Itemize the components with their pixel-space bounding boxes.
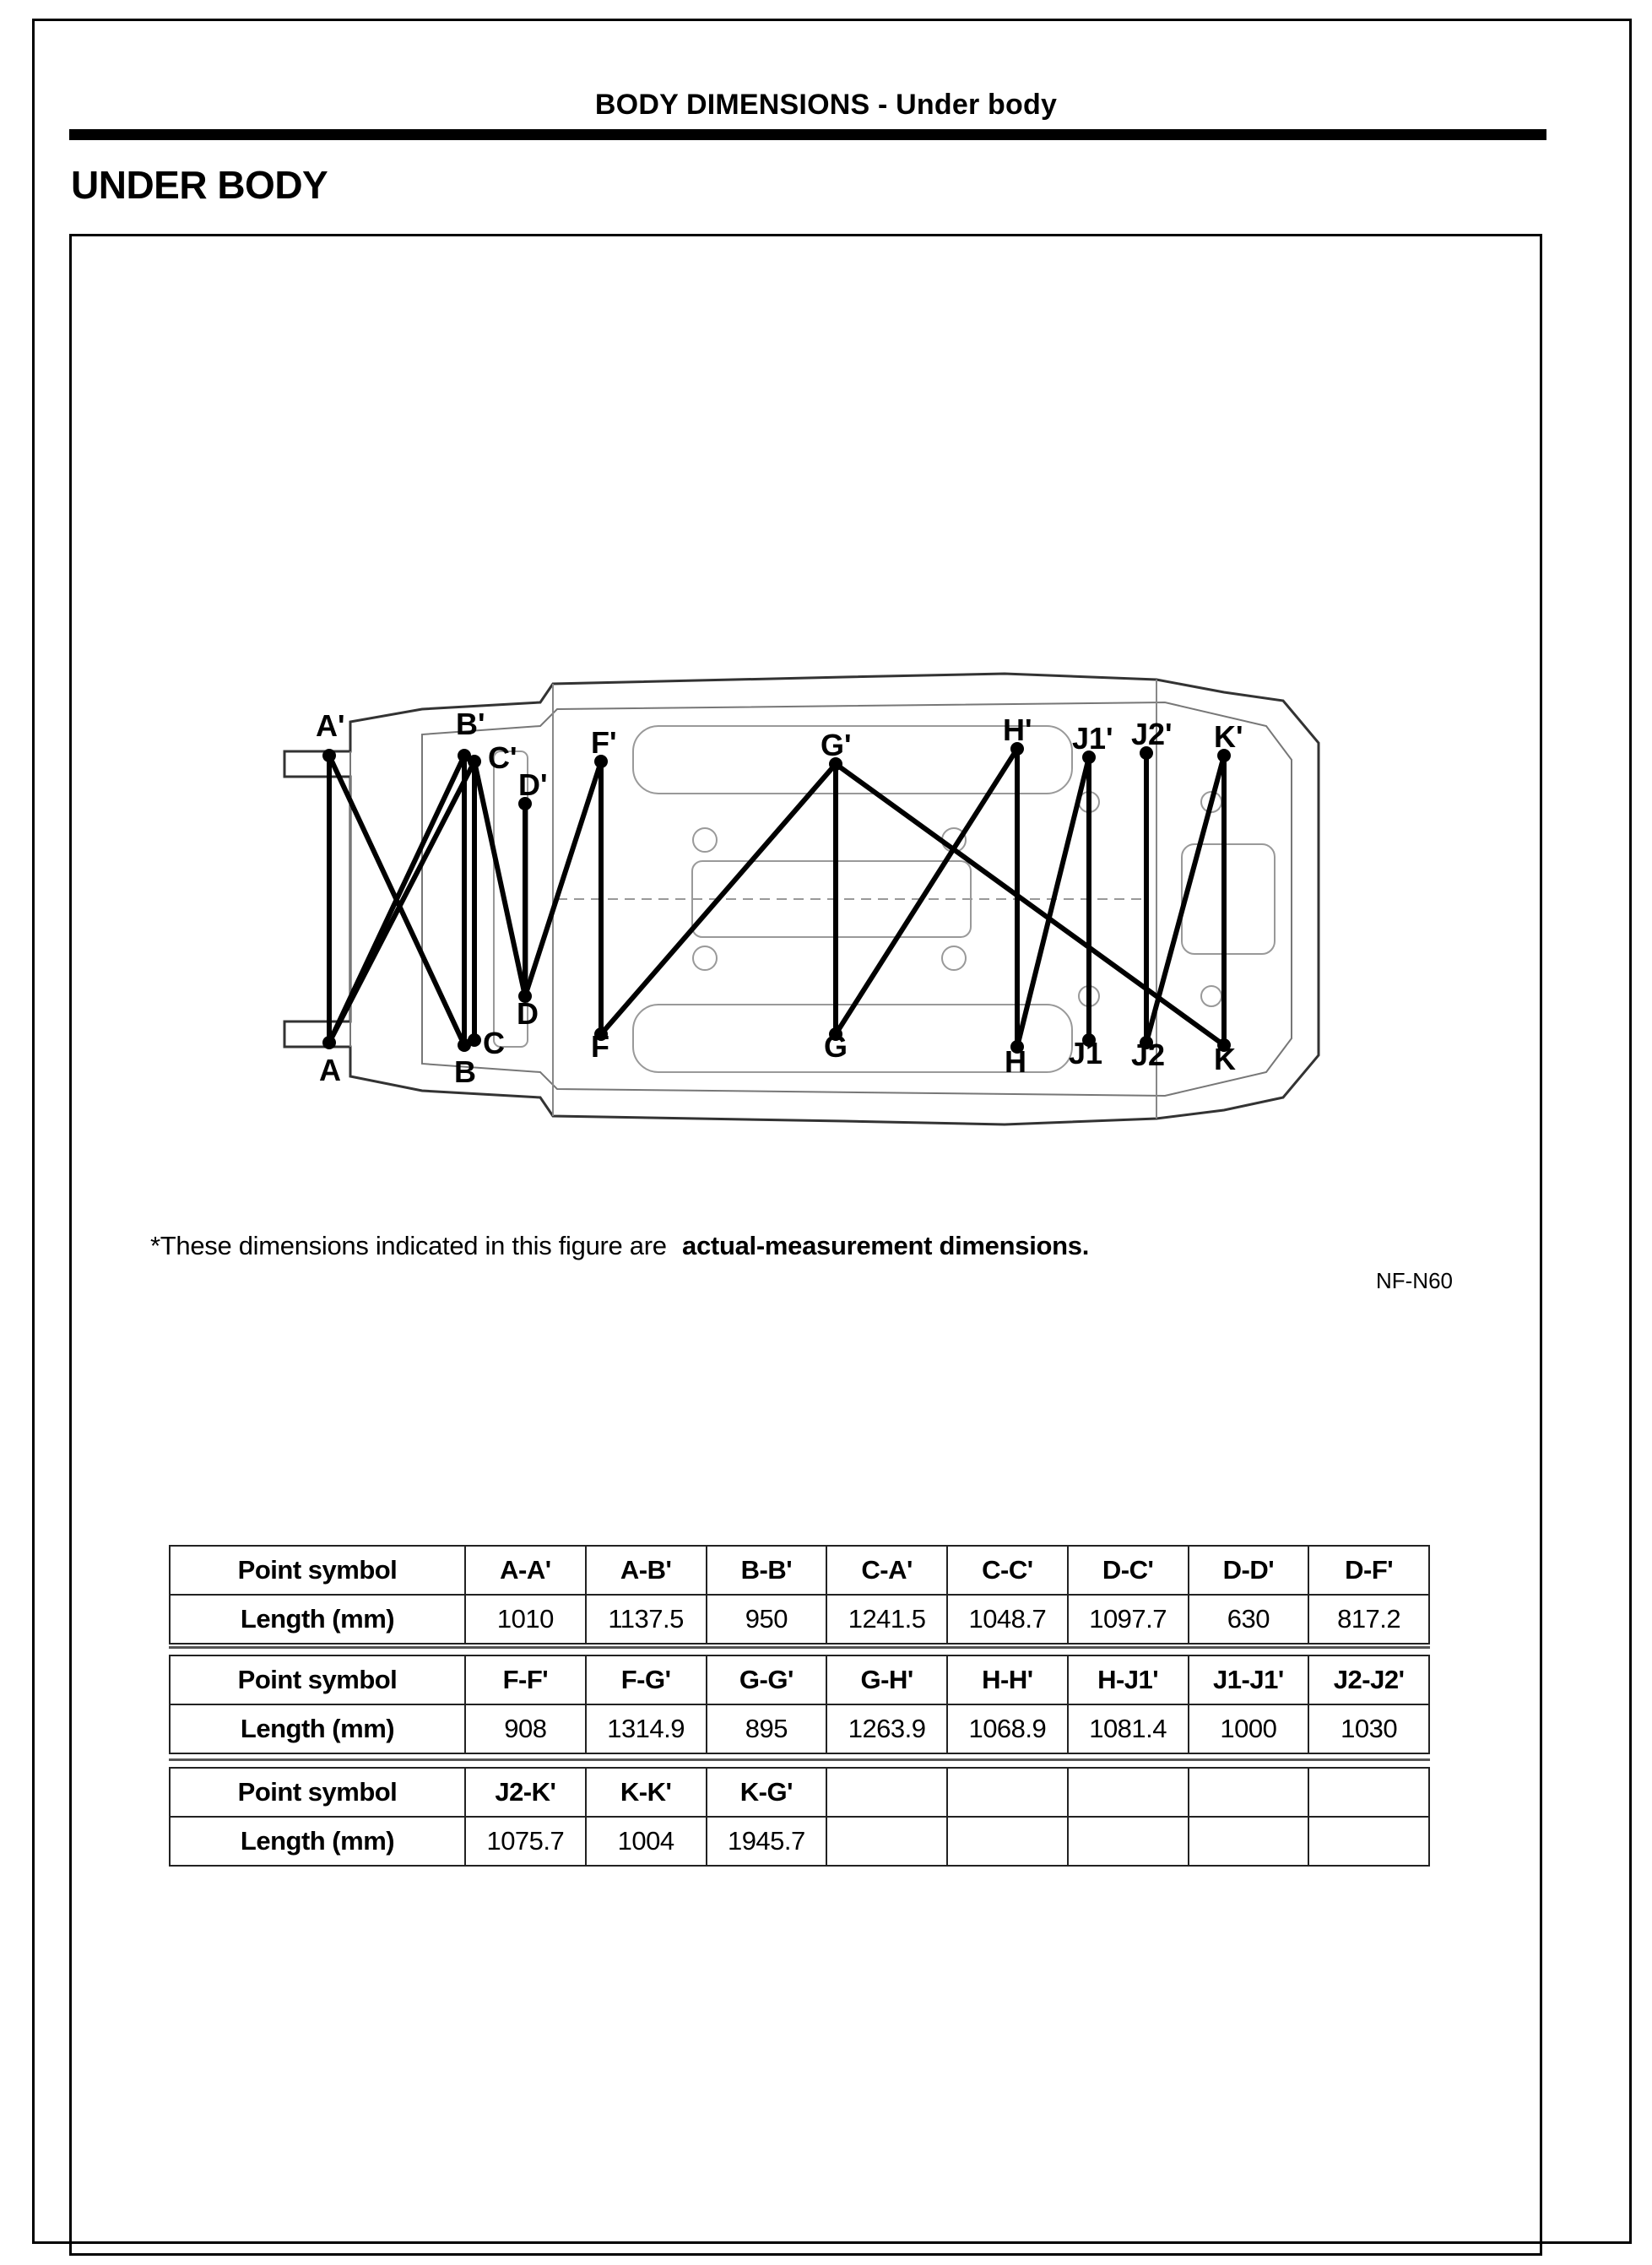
point-symbol-cell: A-B' (586, 1546, 707, 1595)
label-f: F (591, 1029, 609, 1064)
line-g-h (836, 749, 1017, 1034)
length-cell: 1137.5 (586, 1595, 707, 1644)
dimension-table-2 (169, 1655, 1430, 1754)
table-row (170, 1768, 1429, 1817)
point-symbol-cell: D-C' (1068, 1546, 1189, 1595)
table-row (170, 1546, 1429, 1595)
label-h: H (1005, 1044, 1026, 1079)
section-title: UNDER BODY (71, 163, 328, 207)
note-emphasis: actual-measurement dimensions. (682, 1231, 1090, 1260)
length-cell: 817.2 (1308, 1595, 1429, 1644)
length-cell (1068, 1817, 1189, 1866)
row-label: Point symbol (170, 1546, 465, 1595)
point-a-prime (322, 749, 336, 762)
line-d-c (474, 761, 525, 996)
length-cell: 1010 (465, 1595, 586, 1644)
point-symbol-cell: F-F' (465, 1655, 586, 1704)
label-c: C (483, 1026, 505, 1060)
label-j1-prime: J1' (1072, 721, 1113, 756)
label-c-prime: C' (488, 740, 517, 775)
point-symbol-cell (1189, 1768, 1309, 1817)
dimension-table-3 (169, 1767, 1430, 1867)
label-g: G (824, 1029, 848, 1064)
label-j2: J2 (1131, 1038, 1166, 1072)
table-row (170, 1817, 1429, 1866)
length-cell: 1000 (1189, 1704, 1309, 1753)
length-cell: 1314.9 (586, 1704, 707, 1753)
row-label: Length (mm) (170, 1817, 465, 1866)
header-rule (69, 129, 1546, 140)
point-symbol-cell: J2-J2' (1308, 1655, 1429, 1704)
point-symbol-cell: A-A' (465, 1546, 586, 1595)
point-a (322, 1036, 336, 1049)
length-cell (826, 1817, 947, 1866)
length-cell: 950 (707, 1595, 827, 1644)
point-symbol-cell (826, 1768, 947, 1817)
underbody-diagram (253, 650, 1368, 1148)
length-cell: 1075.7 (465, 1817, 586, 1866)
length-cell: 1945.7 (707, 1817, 827, 1866)
figure-code: NF-N60 (1375, 1268, 1453, 1293)
point-symbol-cell: G-G' (707, 1655, 827, 1704)
table-row (170, 1704, 1429, 1753)
label-k-prime: K' (1214, 719, 1243, 754)
point-symbol-cell (1308, 1768, 1429, 1817)
point-symbol-cell: D-F' (1308, 1546, 1429, 1595)
figure-note (150, 1231, 1089, 1261)
point-symbol-cell: G-H' (826, 1655, 947, 1704)
dimension-table-1 (169, 1545, 1430, 1645)
label-g-prime: G' (821, 728, 852, 762)
label-b-prime: B' (456, 707, 485, 741)
label-a: A (319, 1053, 341, 1087)
label-b: B (454, 1054, 476, 1089)
length-cell: 1081.4 (1068, 1704, 1189, 1753)
point-symbol-cell: F-G' (586, 1655, 707, 1704)
label-j1: J1 (1069, 1036, 1103, 1070)
label-d-prime: D' (518, 767, 548, 802)
length-cell: 1263.9 (826, 1704, 947, 1753)
point-symbol-cell: H-J1' (1068, 1655, 1189, 1704)
table-separator (169, 1646, 1430, 1649)
point-symbol-cell: K-G' (707, 1768, 827, 1817)
point-labels (316, 707, 1243, 1089)
point-symbol-cell: C-A' (826, 1546, 947, 1595)
length-cell (947, 1817, 1068, 1866)
point-symbol-cell (947, 1768, 1068, 1817)
table-separator (169, 1758, 1430, 1761)
label-a-prime: A' (316, 708, 345, 743)
label-k: K (1214, 1042, 1236, 1076)
point-symbol-cell: B-B' (707, 1546, 827, 1595)
point-symbol-cell: H-H' (947, 1655, 1068, 1704)
length-cell: 908 (465, 1704, 586, 1753)
length-cell: 1004 (586, 1817, 707, 1866)
point-symbol-cell: J2-K' (465, 1768, 586, 1817)
point-symbol-cell: C-C' (947, 1546, 1068, 1595)
table-row (170, 1655, 1429, 1704)
point-symbol-cell (1068, 1768, 1189, 1817)
table-row (170, 1595, 1429, 1644)
length-cell: 1097.7 (1068, 1595, 1189, 1644)
point-symbol-cell: K-K' (586, 1768, 707, 1817)
header-title: BODY DIMENSIONS - Under body (594, 89, 1058, 121)
length-cell: 1030 (1308, 1704, 1429, 1753)
point-symbol-cell: J1-J1' (1189, 1655, 1309, 1704)
label-f-prime: F' (591, 725, 617, 760)
point-c-prime (468, 755, 481, 768)
length-cell: 1048.7 (947, 1595, 1068, 1644)
label-d: D (517, 996, 539, 1031)
length-cell: 895 (707, 1704, 827, 1753)
length-cell: 1068.9 (947, 1704, 1068, 1753)
length-cell: 1241.5 (826, 1595, 947, 1644)
note-prefix: *These dimensions indicated in this figure are (150, 1231, 667, 1260)
row-label: Point symbol (170, 1655, 465, 1704)
label-j2-prime: J2' (1131, 717, 1173, 751)
row-label: Length (mm) (170, 1704, 465, 1753)
row-label: Length (mm) (170, 1595, 465, 1644)
length-cell (1189, 1817, 1309, 1866)
length-cell: 630 (1189, 1595, 1309, 1644)
point-symbol-cell: D-D' (1189, 1546, 1309, 1595)
point-c (468, 1033, 481, 1047)
row-label: Point symbol (170, 1768, 465, 1817)
underbody-svg (253, 650, 1368, 1148)
length-cell (1308, 1817, 1429, 1866)
label-h-prime: H' (1003, 713, 1032, 747)
